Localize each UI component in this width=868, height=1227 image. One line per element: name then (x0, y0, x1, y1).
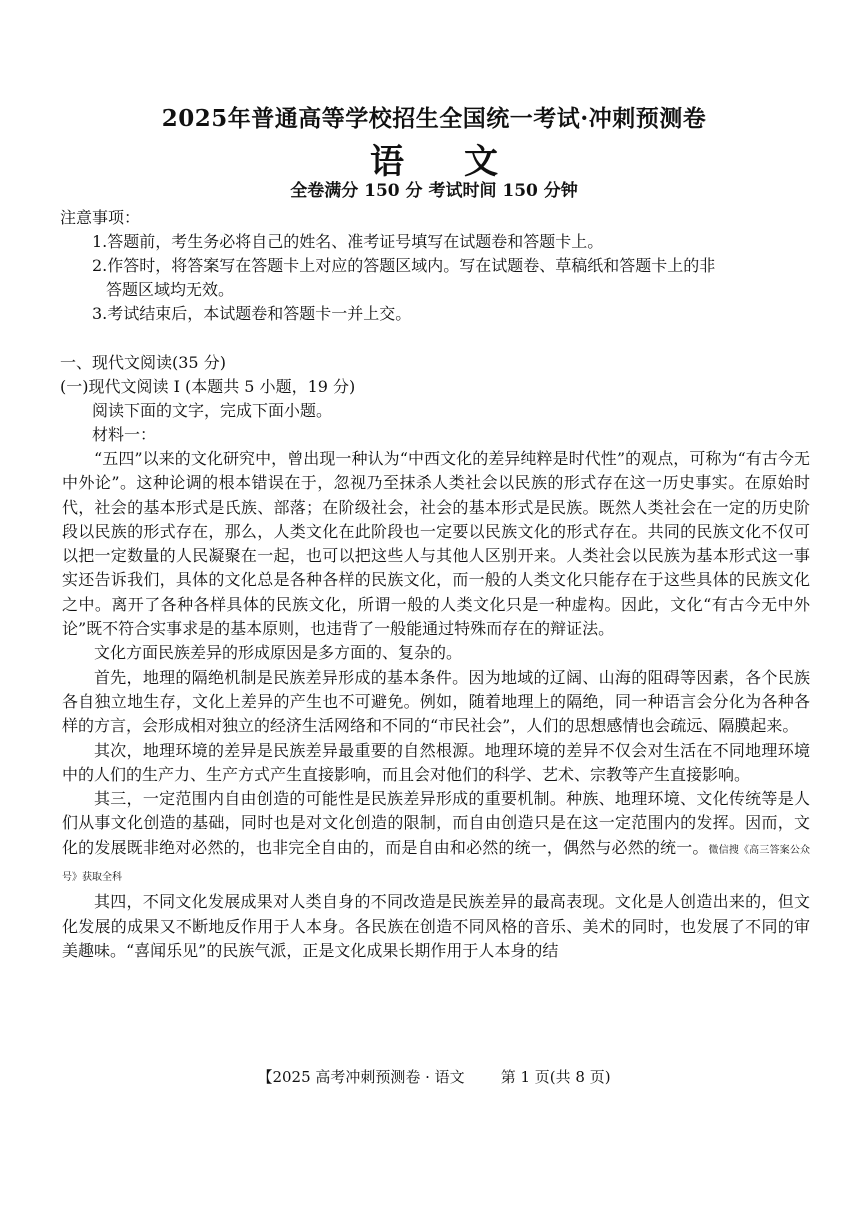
passage-paragraph: “五四”以来的文化研究中，曾出现一种认为“中西文化的差异纯粹是时代性”的观点，可称为“有古今无中外论”。这种论调的根本错误在于，忽视乃至抹杀人类社会以民族的形式存在这一历史事实。在原始时代，社会的基本形式是氏族、部落；在阶级社会，社会的基本形式是民族。既然人类社会在一定的历史阶段以民族的形式存在，那么，人类文化在此阶段也一定要以民族文化的形式存在。共同的民族文化不仅可以把一定数量的人民凝聚在一起，也可以把这些人与其他人区别开来。人类社会以民族为基本形式这一事实还告诉我们，具体的文化总是各种各样的民族文化，而一般的人类文化只能存在于这些具体的民族文化之中。离开了各种各样具体的民族文化，所谓一般的人类文化只是一种虚构。因此，文化“有古今无中外论”既不符合实事求是的基本原则，也违背了一般能通过特殊而存在的辩证法。 (62, 449, 810, 639)
section-heading: 一、现代文阅读(35 分) (60, 353, 226, 372)
note-item: 3.考试结束后，本试题卷和答题卡一并上交。 (92, 304, 412, 323)
passage-paragraph: 其四，不同文化发展成果对人类自身的不同改造是民族差异的最高表现。文化是人创造出来的，但文化发展的成果又不断地反作用于人本身。各民族在创造不同风格的音乐、美术的同时，也发展了不同的审美趣味。“喜闻乐见”的民族气派，正是文化成果长期作用于人本身的结 (62, 892, 810, 960)
note-item: 2.作答时，将答案写在答题卡上对应的答题区域内。写在试题卷、草稿纸和答题卡上的非 (92, 256, 716, 275)
watermark-text: 微信搜《高三答案公众号》获取全科 (62, 844, 810, 884)
passage-body (62, 447, 810, 963)
material-label: 材料一： (92, 425, 157, 444)
exam-title: 2025年普通高等学校招生全国统一考试·冲刺预测卷 (161, 105, 707, 132)
note-item-continuation: 答题区域均无效。 (106, 280, 235, 299)
footer-exam-name: 【2025 高考冲刺预测卷 · 语文 (257, 1068, 465, 1086)
notes-heading: 注意事项： (60, 208, 141, 227)
footer-page-number: 第 1 页(共 8 页) (500, 1068, 611, 1086)
passage-paragraph: 文化方面民族差异的形成原因是多方面的、复杂的。 (94, 643, 463, 663)
note-item: 1.答题前，考生务必将自己的姓名、准考证号填写在试题卷和答题卡上。 (92, 232, 604, 251)
passage-paragraph: 其次，地理环境的差异是民族差异最重要的自然根源。地理环境的差异不仅会对生活在不同地理环境中的人们的生产力、生产方式产生直接影响，而且会对他们的科学、艺术、宗教等产生直接影响。 (62, 740, 810, 784)
page-footer (0, 1066, 868, 1087)
score-time-line: 全卷满分 150 分 考试时间 150 分钟 (290, 181, 578, 201)
subsection-heading: (一)现代文阅读 I (本题共 5 小题，19 分) (60, 377, 356, 396)
reading-instruction: 阅读下面的文字，完成下面小题。 (92, 401, 333, 420)
subject-title: 语文 (370, 142, 558, 182)
passage-paragraph (62, 787, 810, 890)
passage-paragraph-text: 其三，一定范围内自由创造的可能性是民族差异形成的重要机制。种族、地理环境、文化传统等是人们从事文化创造的基础，同时也是对文化创造的限制，而自由创造只是在这一定范围内的发挥。因而，文化的发展既非绝对必然的，也非完全自由的，而是自由和必然的统一，偶然与必然的统一。 (62, 789, 810, 857)
passage-paragraph: 首先，地理的隔绝机制是民族差异形成的基本条件。因为地域的辽阔、山海的阻碍等因素，各个民族各自独立地生存，文化上差异的产生也不可避免。例如，随着地理上的隔绝，同一种语言会分化为各种各样的方言，会形成相对独立的经济生活网络和不同的“市民社会”，人们的思想感情也会疏远、隔膜起来。 (62, 667, 810, 736)
